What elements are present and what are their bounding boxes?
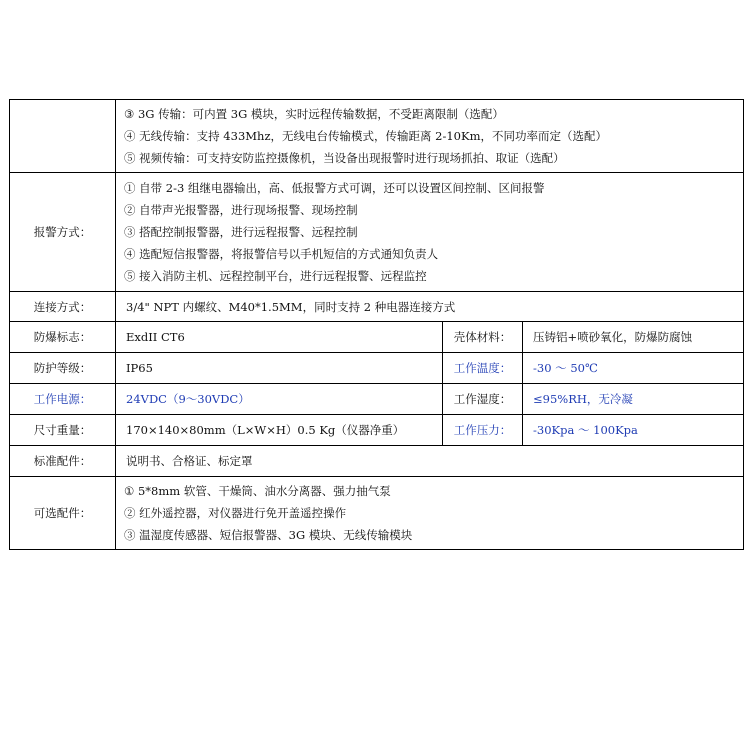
spec-table (9, 99, 744, 550)
size-label: 尺寸重量： (10, 415, 116, 446)
connection-label: 连接方式： (10, 292, 116, 322)
alarm-item: ⑤ 接入消防主机、远程控制平台，进行远程报警、远程监控 (124, 269, 427, 283)
protection-label: 防护等级： (10, 353, 116, 384)
humidity-label: 工作湿度： (443, 384, 523, 415)
transmission-label-cell (10, 100, 116, 173)
optional-item: ② 红外遥控器，对仪器进行免开盖遥控操作 (124, 506, 347, 520)
power-value: 24VDC（9～30VDC） (116, 384, 443, 415)
transmission-item: ③ 3G 传输：可内置 3G 模块，实时远程传输数据，不受距离限制（选配） (124, 107, 504, 121)
explosion-label: 防爆标志： (10, 322, 116, 353)
transmission-item: ④ 无线传输：支持 433Mhz，无线电台传输模式，传输距离 2-10Km，不同功率而定（选配） (124, 129, 607, 143)
optional-item: ① 5*8mm 软管、干燥筒、油水分离器、强力抽气泵 (124, 484, 391, 498)
pressure-value: -30Kpa ～ 100Kpa (523, 415, 744, 446)
connection-value: 3/4" NPT 内螺纹、M40*1.5MM，同时支持 2 种电器连接方式 (116, 292, 744, 322)
housing-label: 壳体材料： (443, 322, 523, 353)
alarm-item: ② 自带声光报警器，进行现场报警、现场控制 (124, 203, 358, 217)
row-connection (10, 292, 744, 322)
standard-label: 标准配件： (10, 446, 116, 477)
row-protection (10, 353, 744, 384)
temperature-value: -30 ～ 50℃ (523, 353, 744, 384)
optional-cell (116, 477, 744, 550)
optional-label: 可选配件： (10, 477, 116, 550)
housing-value: 压铸铝+喷砂氧化，防爆防腐蚀 (523, 322, 744, 353)
power-label: 工作电源： (10, 384, 116, 415)
size-value: 170×140×80mm（L×W×H）0.5 Kg（仪器净重） (116, 415, 443, 446)
row-optional (10, 477, 744, 550)
alarm-cell (116, 173, 744, 292)
pressure-label: 工作压力： (443, 415, 523, 446)
alarm-item: ④ 选配短信报警器，将报警信号以手机短信的方式通知负责人 (124, 247, 439, 261)
alarm-label: 报警方式： (10, 173, 116, 292)
transmission-item: ⑤ 视频传输：可支持安防监控摄像机，当设备出现报警时进行现场抓拍、取证（选配） (124, 151, 565, 165)
alarm-item: ③ 搭配控制报警器，进行远程报警、远程控制 (124, 225, 358, 239)
row-alarm (10, 173, 744, 292)
optional-item: ③ 温湿度传感器、短信报警器、3G 模块、无线传输模块 (124, 528, 413, 542)
temperature-label: 工作温度： (443, 353, 523, 384)
standard-value: 说明书、合格证、标定罩 (116, 446, 744, 477)
alarm-item: ① 自带 2-3 组继电器输出，高、低报警方式可调，还可以设置区间控制、区间报警 (124, 181, 545, 195)
humidity-value: ≤95%RH，无冷凝 (523, 384, 744, 415)
row-explosion (10, 322, 744, 353)
protection-value: IP65 (116, 353, 443, 384)
row-standard (10, 446, 744, 477)
row-size (10, 415, 744, 446)
row-power (10, 384, 744, 415)
transmission-cell (116, 100, 744, 173)
row-transmission (10, 100, 744, 173)
explosion-value: ExdII CT6 (116, 322, 443, 353)
